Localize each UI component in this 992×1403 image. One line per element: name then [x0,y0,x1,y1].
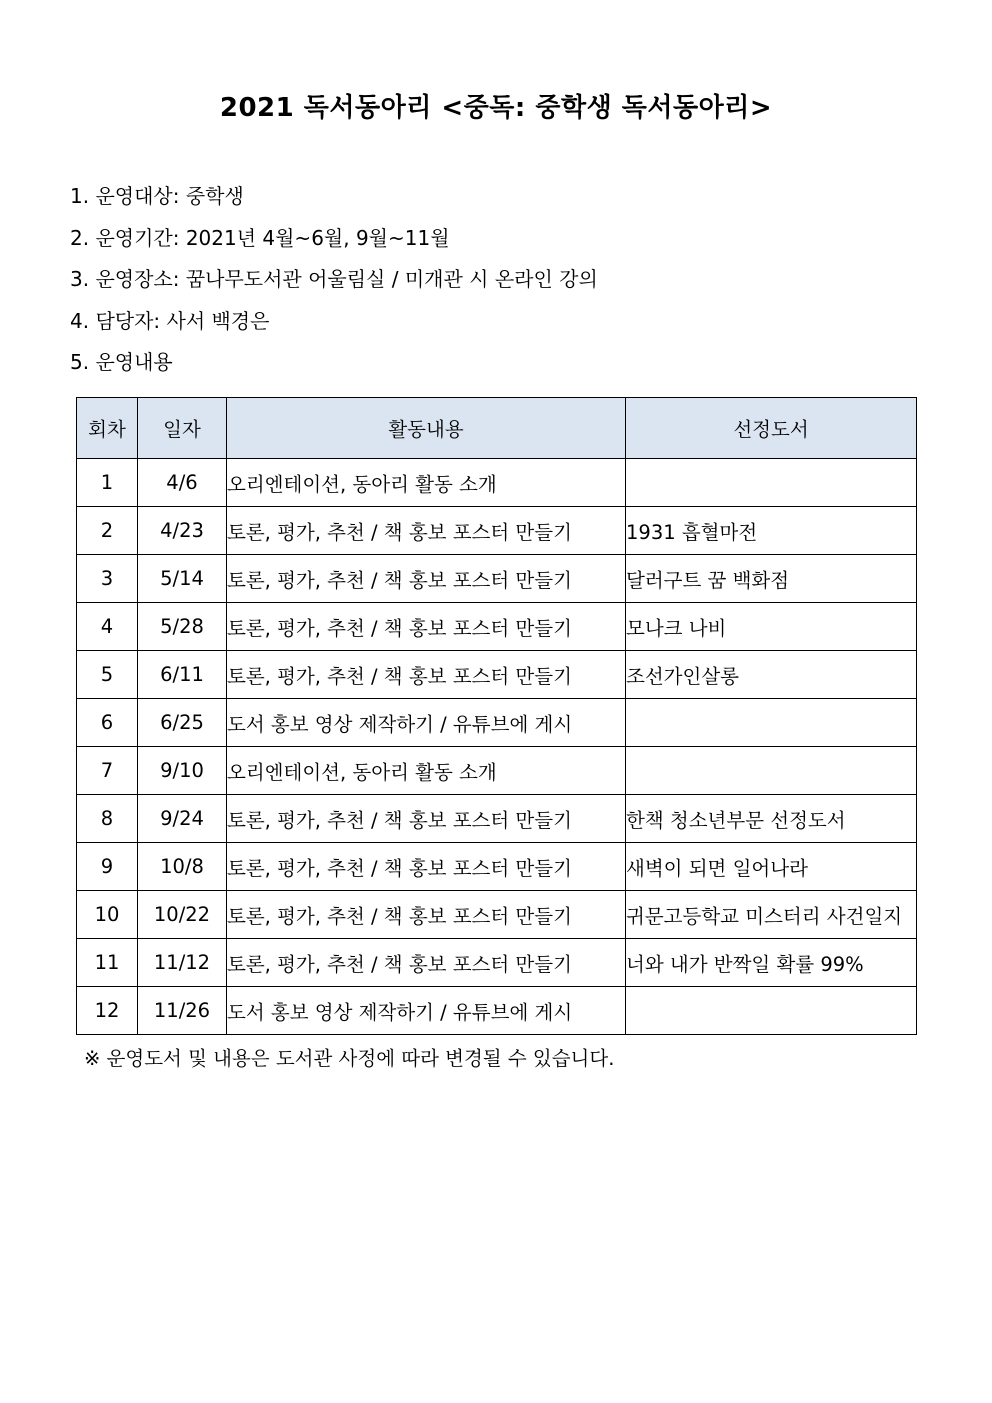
session-date: 9/24 [138,795,227,843]
session-activity: 오리엔테이션, 동아리 활동 소개 [227,747,626,795]
table-header-row [77,398,917,459]
info-period: 2. 운영기간: 2021년 4월~6월, 9월~11월 [70,225,450,250]
session-number: 2 [77,507,138,555]
session-activity: 토론, 평가, 추천 / 책 홍보 포스터 만들기 [227,507,626,555]
table-row [77,939,917,987]
session-book [626,459,917,507]
session-number: 12 [77,987,138,1035]
header-date: 일자 [138,398,227,459]
session-number: 4 [77,603,138,651]
session-book [626,987,917,1035]
table-row [77,843,917,891]
session-number: 8 [77,795,138,843]
session-number: 6 [77,699,138,747]
info-location: 3. 운영장소: 꿈나무도서관 어울림실 / 미개관 시 온라인 강의 [70,267,598,291]
session-number: 11 [77,939,138,987]
session-book [626,747,917,795]
session-book: 달러구트 꿈 백화점 [626,555,917,603]
session-date: 6/25 [138,699,227,747]
footnote: ※ 운영도서 및 내용은 도서관 사정에 따라 변경될 수 있습니다. [84,1047,615,1070]
session-activity: 토론, 평가, 추천 / 책 홍보 포스터 만들기 [227,795,626,843]
session-number: 10 [77,891,138,939]
session-date: 11/26 [138,987,227,1035]
session-activity: 토론, 평가, 추천 / 책 홍보 포스터 만들기 [227,555,626,603]
header-session: 회차 [77,398,138,459]
session-date: 6/11 [138,651,227,699]
session-number: 3 [77,555,138,603]
session-date: 11/12 [138,939,227,987]
session-number: 7 [77,747,138,795]
table-row [77,603,917,651]
info-content-heading: 5. 운영내용 [70,350,173,374]
session-activity: 토론, 평가, 추천 / 책 홍보 포스터 만들기 [227,843,626,891]
session-activity: 도서 홍보 영상 제작하기 / 유튜브에 게시 [227,987,626,1035]
session-number: 1 [77,459,138,507]
session-number: 5 [77,651,138,699]
table-row [77,507,917,555]
session-book: 한책 청소년부문 선정도서 [626,795,917,843]
table-row [77,699,917,747]
info-target: 1. 운영대상: 중학생 [70,184,244,208]
session-activity: 토론, 평가, 추천 / 책 홍보 포스터 만들기 [227,603,626,651]
session-date: 5/14 [138,555,227,603]
session-book: 조선가인살롱 [626,651,917,699]
session-activity: 도서 홍보 영상 제작하기 / 유튜브에 게시 [227,699,626,747]
table-row [77,891,917,939]
session-book [626,699,917,747]
table-row [77,555,917,603]
header-activity: 활동내용 [227,398,626,459]
header-book: 선정도서 [626,398,917,459]
table-row [77,651,917,699]
session-book: 새벽이 되면 일어나라 [626,843,917,891]
session-date: 5/28 [138,603,227,651]
document-title: 2021 독서동아리 <중독: 중학생 독서동아리> [219,93,773,123]
info-manager: 4. 담당자: 사서 백경은 [70,308,270,333]
session-activity: 토론, 평가, 추천 / 책 홍보 포스터 만들기 [227,939,626,987]
session-book: 모나크 나비 [626,603,917,651]
session-date: 9/10 [138,747,227,795]
session-date: 10/8 [138,843,227,891]
table-row [77,747,917,795]
info-list [70,176,598,384]
table-row [77,795,917,843]
table-row [77,987,917,1035]
session-book: 귀문고등학교 미스터리 사건일지 [626,891,917,939]
session-date: 4/6 [138,459,227,507]
session-date: 4/23 [138,507,227,555]
session-book: 너와 내가 반짝일 확률 99% [626,939,917,987]
session-date: 10/22 [138,891,227,939]
session-activity: 토론, 평가, 추천 / 책 홍보 포스터 만들기 [227,891,626,939]
session-activity: 오리엔테이션, 동아리 활동 소개 [227,459,626,507]
session-number: 9 [77,843,138,891]
schedule-table [76,397,917,1035]
session-book: 1931 흡혈마전 [626,507,917,555]
table-row [77,459,917,507]
session-activity: 토론, 평가, 추천 / 책 홍보 포스터 만들기 [227,651,626,699]
